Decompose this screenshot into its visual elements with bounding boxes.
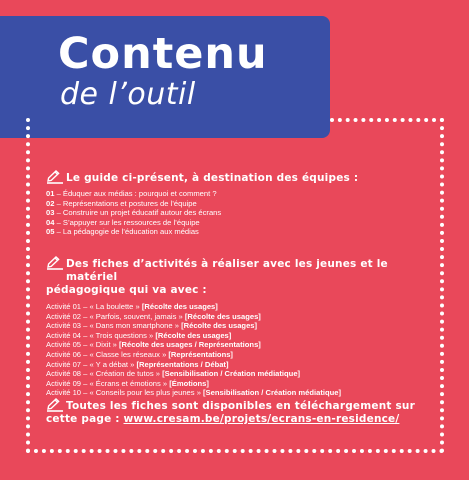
list-item: Activité 05 – « Dixit » [Récolte des usages / Représentations] — [46, 340, 261, 350]
list-item: 05 – La pédagogie de l’éducation aux médias — [46, 227, 199, 237]
list-item: Activité 02 – « Parfois, souvent, jamais » [Récolte des usages] — [46, 311, 261, 321]
guide-section — [46, 172, 436, 237]
list-item: Activité 10 – « Conseils pour les plus jeunes » [Sensibilisation / Création médiatique] — [46, 388, 342, 398]
list-item: Activité 09 – « Écrans et émotions » [Émotions] — [46, 378, 209, 388]
list-item: Activité 06 – « Classe les réseaux » [Représentations] — [46, 349, 233, 359]
pencil-icon — [46, 255, 64, 271]
list-item: Activité 04 – « Trois questions » [Récolte des usages] — [46, 330, 232, 340]
guide-heading — [46, 172, 436, 185]
pencil-icon — [46, 169, 64, 185]
download-line1: Toutes les fiches sont disponibles en téléchargement sur — [66, 400, 415, 412]
list-item: Activité 01 – « La boulette » [Récolte des usages] — [46, 302, 218, 311]
page-subtitle: de l’outil — [60, 77, 196, 112]
list-item: 02 – Représentations et postures de l’équipe — [46, 198, 197, 208]
list-item: 03 – Construire un projet éducatif autour des écrans — [46, 208, 222, 218]
list-item: Activité 07 – « Y a débat » [Représentations / Débat] — [46, 359, 229, 369]
activities-heading — [46, 258, 436, 284]
download-section — [46, 400, 436, 426]
guide-heading-text: Le guide ci-présent, à destination des équipes : — [66, 172, 359, 184]
guide-list — [46, 189, 436, 237]
activities-list — [46, 302, 436, 398]
activities-section — [46, 258, 436, 398]
download-heading — [46, 400, 436, 413]
list-item: Activité 03 – « Dans mon smartphone » [Récolte des usages] — [46, 321, 258, 331]
pencil-icon — [46, 397, 64, 413]
page-title: Contenu — [58, 29, 268, 79]
activities-heading-line1: Des fiches d’activités à réaliser avec les jeunes et le matériel — [66, 258, 388, 283]
activities-heading-line2: pédagogique qui va avec : — [46, 284, 207, 296]
download-line2: cette page : www.cresam.be/projets/ecrans-en-residence/ — [46, 413, 400, 425]
download-link[interactable]: www.cresam.be/projets/ecrans-en-residence/ — [123, 413, 400, 425]
list-item: 04 – S’appuyer sur les ressources de l’équipe — [46, 217, 200, 227]
list-item: 01 – Éduquer aux médias : pourquoi et comment ? — [46, 189, 217, 198]
list-item: Activité 08 – « Création de tutos » [Sensibilisation / Création médiatique] — [46, 369, 301, 379]
